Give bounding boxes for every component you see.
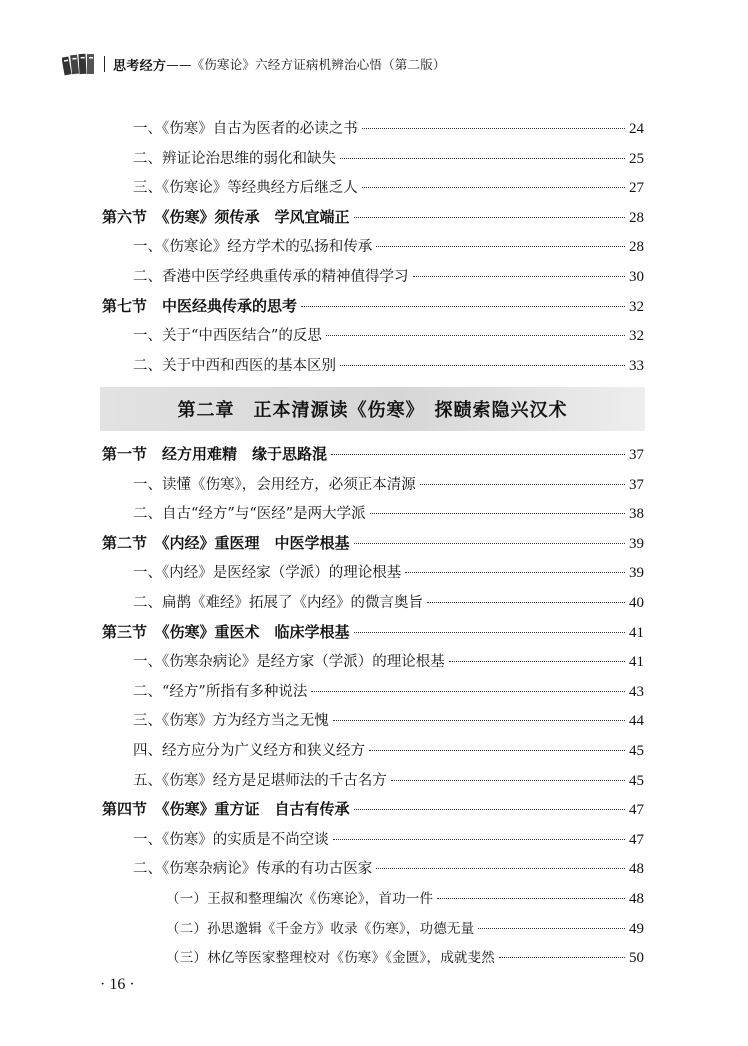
toc-item-entry[interactable] bbox=[133, 591, 644, 615]
toc-page-number: 43 bbox=[629, 683, 644, 700]
toc-item-entry[interactable] bbox=[133, 117, 644, 141]
toc-section-entry[interactable] bbox=[102, 443, 644, 467]
toc-item-entry[interactable] bbox=[133, 680, 644, 704]
toc-entry-title: 二、关于中西和西医的基本区别 bbox=[133, 357, 336, 374]
dot-leader bbox=[311, 691, 625, 692]
toc-entry-title: 一、《伤寒》的实质是不尚空谈 bbox=[133, 831, 329, 848]
toc-item-entry[interactable] bbox=[133, 769, 644, 793]
toc-section-entry[interactable] bbox=[102, 295, 644, 319]
dot-leader bbox=[391, 780, 625, 781]
toc-page-number: 45 bbox=[629, 743, 644, 759]
toc-entry-title: 一、关于“中西医结合”的反思 bbox=[133, 328, 322, 345]
toc-page-number: 50 bbox=[629, 950, 644, 967]
dot-leader bbox=[354, 809, 625, 810]
toc-item-entry[interactable] bbox=[133, 650, 644, 674]
dot-leader bbox=[354, 632, 625, 633]
toc-entry-title: 第四节 《伤寒》重方证 自古有传承 bbox=[102, 800, 350, 819]
toc-page-number: 41 bbox=[629, 624, 644, 641]
toc-section-entry[interactable] bbox=[102, 532, 644, 556]
toc-entry-title: 二、香港中医学经典重传承的精神值得学习 bbox=[133, 269, 409, 285]
chapter-title: 第二章 正本清源读《伤寒》 探赜索隐兴汉术 bbox=[177, 400, 568, 421]
toc-page-number: 41 bbox=[629, 654, 644, 671]
dot-leader bbox=[331, 454, 625, 455]
toc-page-number: 37 bbox=[629, 476, 644, 493]
dot-leader bbox=[376, 246, 625, 247]
toc-page-number: 39 bbox=[629, 535, 644, 552]
dot-leader bbox=[413, 276, 626, 277]
toc-page-number: 40 bbox=[629, 595, 644, 611]
book-title: 思考经方 bbox=[113, 58, 167, 74]
toc-entry-title: （一）王叔和整理编次《伤寒论》，首功一件 bbox=[166, 891, 434, 907]
dot-leader bbox=[362, 128, 625, 129]
dot-leader bbox=[362, 187, 625, 188]
dot-leader bbox=[333, 720, 625, 721]
toc-page-number: 48 bbox=[629, 861, 644, 878]
toc-item-entry[interactable] bbox=[133, 857, 644, 881]
toc-page-number: 48 bbox=[629, 891, 644, 907]
dot-leader bbox=[499, 957, 625, 958]
toc-entry-title: 一、《伤寒杂病论》是经方家（学派）的理论根基 bbox=[133, 654, 445, 671]
toc-subitem-entry[interactable] bbox=[166, 917, 644, 941]
toc-entry-title: 二、《伤寒杂病论》传承的有功古医家 bbox=[133, 861, 373, 878]
header-divider bbox=[104, 56, 105, 72]
toc-entry-title: 四、经方应分为广义经方和狭义经方 bbox=[133, 743, 365, 759]
dot-leader bbox=[333, 839, 625, 840]
dot-leader bbox=[405, 572, 625, 573]
toc-entry-title: 一、《内经》是医经家（学派）的理论根基 bbox=[133, 565, 402, 582]
toc-page-number: 25 bbox=[629, 150, 644, 167]
dot-leader bbox=[340, 158, 625, 159]
toc-page-number: 32 bbox=[629, 328, 644, 345]
toc-page-number: 39 bbox=[629, 565, 644, 582]
toc-page-number: 49 bbox=[629, 920, 644, 937]
dot-leader bbox=[420, 484, 625, 485]
dot-leader bbox=[376, 868, 625, 869]
book-icon bbox=[62, 51, 96, 77]
toc-entry-title: 二、“经方”所指有多种说法 bbox=[133, 683, 308, 700]
toc-entry-title: 第二节 《内经》重医理 中医学根基 bbox=[102, 533, 350, 552]
toc-section-entry[interactable] bbox=[102, 206, 644, 230]
toc-item-entry[interactable] bbox=[133, 709, 644, 733]
toc-item-entry[interactable] bbox=[133, 502, 644, 526]
chapter-heading bbox=[100, 387, 645, 431]
toc-entry-title: 三、《伤寒论》等经典经方后继乏人 bbox=[133, 180, 358, 197]
toc-page-number: 30 bbox=[629, 269, 644, 285]
toc-item-entry[interactable] bbox=[133, 265, 644, 289]
dot-leader bbox=[301, 306, 625, 307]
dot-leader bbox=[369, 750, 625, 751]
toc-section-entry[interactable] bbox=[102, 621, 644, 645]
toc-item-entry[interactable] bbox=[133, 473, 644, 497]
toc-page-number: 28 bbox=[629, 239, 644, 256]
dot-leader bbox=[437, 898, 625, 899]
running-header bbox=[62, 46, 662, 82]
toc-entry-title: 第一节 经方用难精 缘于思路混 bbox=[102, 445, 328, 463]
page-number: · 16 · bbox=[100, 976, 135, 993]
toc-page-number: 37 bbox=[629, 447, 644, 463]
toc-page-number: 38 bbox=[629, 506, 644, 523]
dot-leader bbox=[354, 217, 625, 218]
toc-page-number: 27 bbox=[629, 180, 644, 197]
toc-page-number: 47 bbox=[629, 831, 644, 848]
toc-page-number: 32 bbox=[629, 298, 644, 315]
toc-entry-title: 五、《伤寒》经方是足堪师法的千古名方 bbox=[133, 772, 387, 789]
toc-page-number: 45 bbox=[629, 772, 644, 789]
toc-item-entry[interactable] bbox=[133, 235, 644, 259]
dot-leader bbox=[427, 602, 625, 603]
toc-item-entry[interactable] bbox=[133, 739, 644, 763]
dot-leader bbox=[478, 928, 625, 929]
toc-item-entry[interactable] bbox=[133, 324, 644, 348]
toc-page-number: 47 bbox=[629, 802, 644, 819]
toc-item-entry[interactable] bbox=[133, 176, 644, 200]
dot-leader bbox=[340, 365, 625, 366]
toc-entry-title: 二、辨证论治思维的弱化和缺失 bbox=[133, 150, 336, 167]
toc-entry-title: 一、《伤寒论》经方学术的弘扬和传承 bbox=[133, 239, 373, 256]
toc-entry-title: 一、读懂《伤寒》，会用经方，必须正本清源 bbox=[133, 476, 416, 493]
toc-subitem-entry[interactable] bbox=[166, 887, 644, 911]
toc-entry-title: 第三节 《伤寒》重医术 临床学根基 bbox=[102, 622, 350, 641]
dot-leader bbox=[354, 543, 625, 544]
dot-leader bbox=[449, 661, 625, 662]
toc-entry-title: （二）孙思邈辑《千金方》收录《伤寒》，功德无量 bbox=[166, 920, 475, 937]
toc-page-number: 28 bbox=[629, 209, 644, 226]
book-subtitle: ——《伤寒论》六经方证病机辨治心悟（第二版） bbox=[166, 57, 446, 72]
toc-section-entry[interactable] bbox=[102, 798, 644, 822]
toc-item-entry[interactable] bbox=[133, 147, 644, 171]
dot-leader bbox=[370, 513, 625, 514]
toc-entry-title: 第七节 中医经典传承的思考 bbox=[102, 296, 298, 315]
dot-leader bbox=[326, 335, 625, 336]
toc-entry-title: （三）林亿等医家整理校对《伤寒》《金匮》，成就斐然 bbox=[166, 950, 495, 967]
toc-item-entry[interactable] bbox=[133, 354, 644, 378]
toc-item-entry[interactable] bbox=[133, 561, 644, 585]
toc-entry-title: 第六节 《伤寒》须传承 学风宜端正 bbox=[102, 207, 350, 226]
toc-item-entry[interactable] bbox=[133, 828, 644, 852]
toc-page-number: 33 bbox=[629, 357, 644, 374]
toc-entry-title: 二、扁鹊《难经》拓展了《内经》的微言奥旨 bbox=[133, 595, 423, 611]
toc-entry-title: 三、《伤寒》方为经方当之无愧 bbox=[133, 713, 329, 730]
toc-entry-title: 一、《伤寒》自古为医者的必读之书 bbox=[133, 121, 358, 137]
toc-page-number: 24 bbox=[629, 121, 644, 137]
toc-entry-title: 二、自古“经方”与“医经”是两大学派 bbox=[133, 506, 366, 523]
toc-subitem-entry[interactable] bbox=[166, 946, 644, 970]
toc-page-number: 44 bbox=[629, 713, 644, 730]
